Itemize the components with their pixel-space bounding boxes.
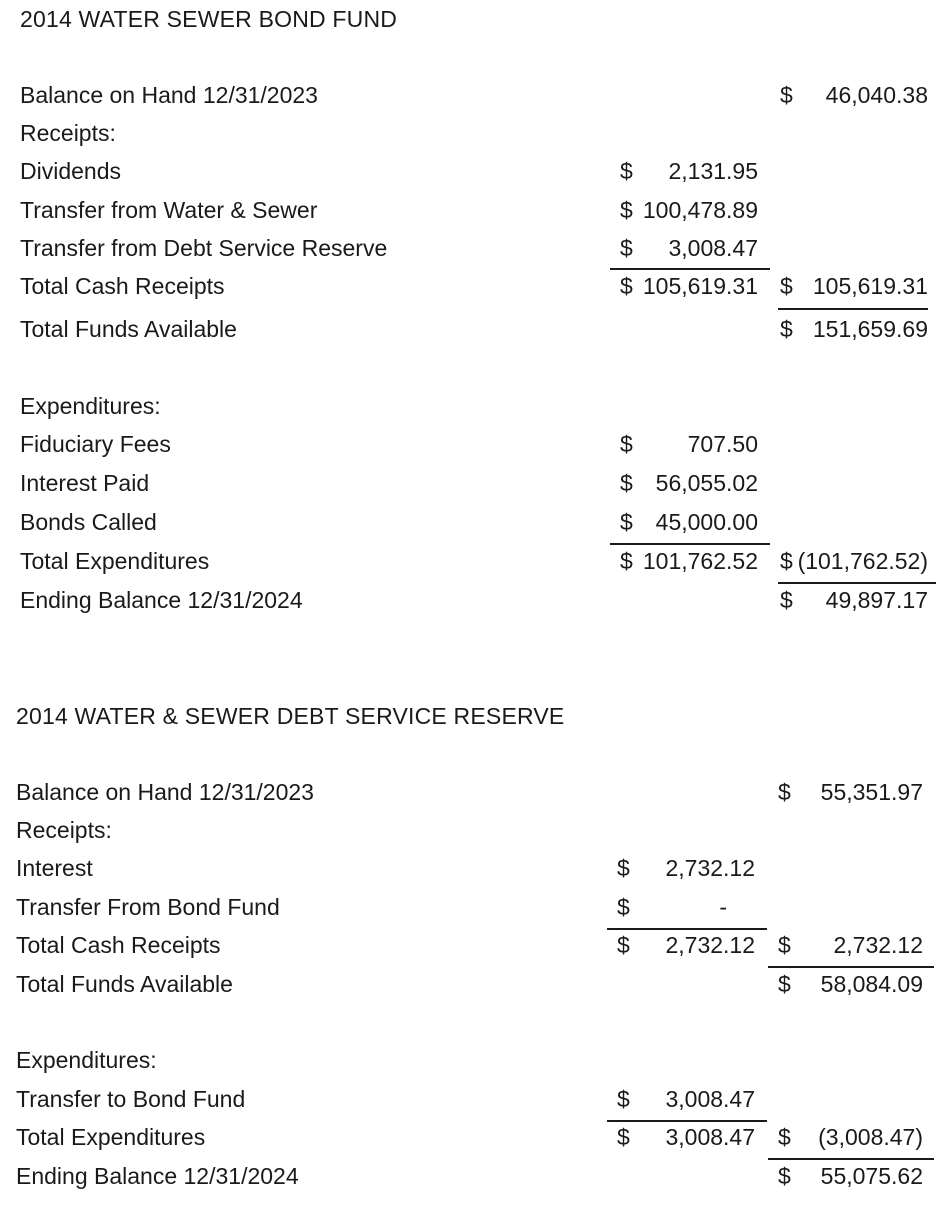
total-expenditures-row	[0, 1124, 941, 1156]
subtotal-rule	[610, 543, 770, 545]
expenditure-amount: $ 707.50	[620, 431, 758, 457]
total-rule	[768, 966, 934, 968]
receipt-amount: $ 2,732.12	[617, 855, 755, 881]
total-receipts-label: Total Cash Receipts	[16, 932, 221, 958]
total-rule	[778, 582, 936, 584]
subtotal-rule	[607, 1120, 767, 1122]
receipts-heading: Receipts:	[20, 120, 116, 146]
total-funds-label: Total Funds Available	[16, 971, 233, 997]
total-receipts-row	[0, 273, 941, 305]
expenditure-row	[0, 431, 941, 463]
expenditure-amount: $ 56,055.02	[620, 470, 758, 496]
total-funds-amount: $ 58,084.09	[778, 971, 923, 997]
receipts-heading: Receipts:	[16, 817, 112, 843]
receipts-heading-row	[0, 817, 941, 849]
total-funds-row	[0, 971, 941, 1003]
receipt-amount: $ 2,131.95	[620, 158, 758, 184]
receipt-label: Transfer from Water & Sewer	[20, 197, 318, 223]
expenditures-heading: Expenditures:	[16, 1047, 157, 1073]
receipt-label: Transfer From Bond Fund	[16, 894, 280, 920]
expenditure-row	[0, 470, 941, 502]
total-receipts-row	[0, 932, 941, 964]
total-rule	[768, 1158, 934, 1160]
reserve-title: 2014 WATER & SEWER DEBT SERVICE RESERVE	[16, 703, 565, 729]
balance-row	[0, 779, 941, 811]
balance-label: Balance on Hand 12/31/2023	[20, 82, 318, 108]
expenditure-row	[0, 1086, 941, 1118]
total-expenditures-label: Total Expenditures	[20, 548, 210, 574]
ending-balance-amount: $ 55,075.62	[778, 1163, 923, 1189]
total-receipts-subtotal: $ 105,619.31	[620, 273, 758, 299]
total-expenditures-label: Total Expenditures	[16, 1124, 206, 1150]
total-expenditures-amount: $ (3,008.47)	[778, 1124, 923, 1150]
total-funds-label: Total Funds Available	[20, 316, 237, 342]
balance-row	[0, 82, 941, 114]
receipt-row	[0, 855, 941, 887]
bond-fund-title: 2014 WATER SEWER BOND FUND	[20, 6, 398, 32]
receipts-heading-row	[0, 120, 941, 152]
total-rule	[778, 308, 928, 310]
ending-balance-row	[0, 587, 941, 619]
expenditure-label: Transfer to Bond Fund	[16, 1086, 246, 1112]
receipt-row	[0, 894, 941, 926]
expenditures-heading-row	[0, 393, 941, 425]
ending-balance-label: Ending Balance 12/31/2024	[16, 1163, 299, 1189]
receipt-label: Transfer from Debt Service Reserve	[20, 235, 388, 261]
receipt-row	[0, 235, 941, 267]
total-receipts-subtotal: $ 2,732.12	[617, 932, 755, 958]
total-receipts-label: Total Cash Receipts	[20, 273, 225, 299]
ending-balance-row	[0, 1163, 941, 1195]
expenditures-heading-row	[0, 1047, 941, 1079]
balance-amount: $ 46,040.38	[780, 82, 928, 108]
expenditures-heading: Expenditures:	[20, 393, 161, 419]
receipt-label: Dividends	[20, 158, 121, 184]
total-expenditures-amount: $ (101,762.52)	[780, 548, 928, 574]
total-funds-row	[0, 316, 941, 348]
subtotal-rule	[610, 268, 770, 270]
subtotal-rule	[607, 928, 767, 930]
receipt-amount: $ 3,008.47	[620, 235, 758, 261]
expenditure-label: Interest Paid	[20, 470, 150, 496]
receipt-row	[0, 197, 941, 229]
receipt-label: Interest	[16, 855, 93, 881]
expenditure-label: Fiduciary Fees	[20, 431, 171, 457]
balance-label: Balance on Hand 12/31/2023	[16, 779, 314, 805]
expenditure-amount: $ 45,000.00	[620, 509, 758, 535]
receipt-amount: $ -	[617, 894, 727, 920]
balance-amount: $ 55,351.97	[778, 779, 923, 805]
total-receipts-amount: $ 105,619.31	[780, 273, 928, 299]
receipt-row	[0, 158, 941, 190]
total-receipts-amount: $ 2,732.12	[778, 932, 923, 958]
expenditure-label: Bonds Called	[20, 509, 157, 535]
expenditure-row	[0, 509, 941, 541]
ending-balance-label: Ending Balance 12/31/2024	[20, 587, 303, 613]
ending-balance-amount: $ 49,897.17	[780, 587, 928, 613]
total-funds-amount: $ 151,659.69	[780, 316, 928, 342]
total-expenditures-subtotal: $ 101,762.52	[620, 548, 758, 574]
total-expenditures-subtotal: $ 3,008.47	[617, 1124, 755, 1150]
receipt-amount: $ 100,478.89	[620, 197, 758, 223]
expenditure-amount: $ 3,008.47	[617, 1086, 755, 1112]
total-expenditures-row	[0, 548, 941, 580]
